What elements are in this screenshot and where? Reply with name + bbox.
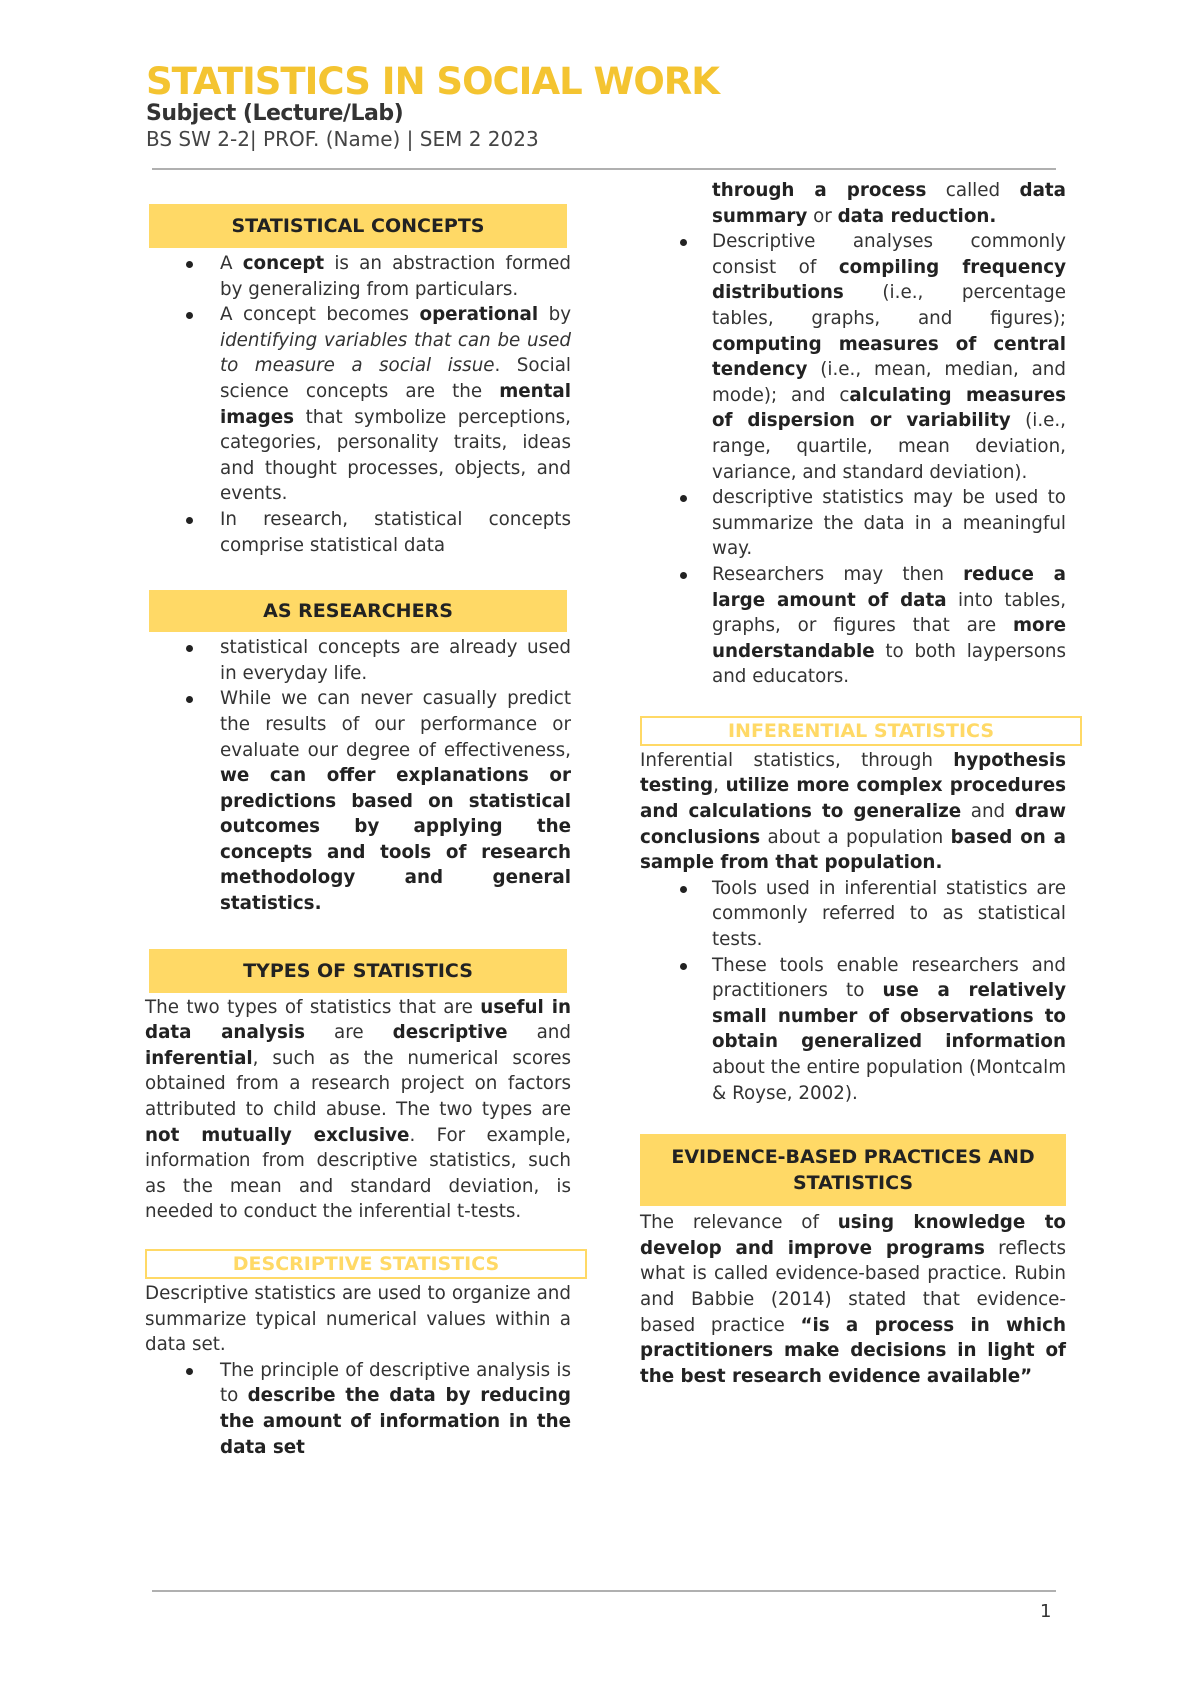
list-item: These tools enable researchers and practitioners to use a relatively small number of observations to obtain generalized information about the entire population (Montcalm & Royse, 2002).	[640, 953, 1066, 1107]
inferential-statistics-paragraph: Inferential statistics, through hypothesis testing, utilize more complex procedures and calculations to generalize and draw conclusions about a population based on a sample from that population.	[640, 749, 1067, 874]
as-researchers-list	[145, 635, 571, 917]
list-item: A concept becomes operational by identifying variables that can be used to measure a social issue. Social science concepts are the mental images that symbolize perceptions, categories, personality traits, ideas and thought processes, objects, and events.	[145, 302, 571, 507]
left-column	[145, 172, 571, 1460]
page-number: 1	[1040, 1601, 1052, 1622]
section-heading-types-of-statistics: TYPES OF STATISTICS	[149, 949, 567, 993]
document-title: STATISTICS IN SOCIAL WORK	[146, 60, 719, 103]
header-divider	[152, 168, 1056, 170]
evidence-based-paragraph: The relevance of using knowledge to develop and improve programs reflects what is called evidence-based practice. Rubin and Babbie (2014) stated that evidence-based practice “is a process in which practitioners make decisions in light of the best research evidence available”	[640, 1212, 1066, 1387]
document-subtitle: Subject (Lecture/Lab)	[146, 101, 404, 126]
document-meta: BS SW 2-2| PROF. (Name) | SEM 2 2023	[146, 127, 539, 151]
section-heading-inferential-statistics: INFERENTIAL STATISTICS	[640, 716, 1082, 746]
section-heading-evidence-based: EVIDENCE-BASED PRACTICES AND STATISTICS	[640, 1134, 1066, 1206]
list-item: A concept is an abstraction formed by generalizing from particulars.	[145, 251, 571, 302]
list-item: Tools used in inferential statistics are commonly referred to as statistical tests.	[640, 876, 1066, 953]
list-item-continued: through a process called data summary or data reduction.	[712, 180, 1066, 227]
section-heading-descriptive-statistics: DESCRIPTIVE STATISTICS	[145, 1249, 587, 1279]
types-of-statistics-paragraph: The two types of statistics that are useful in data analysis are descriptive and inferential, such as the numerical scores obtained from a research project on factors attributed to child abuse. The two types are not mutually exclusive. For example, information from descriptive statistics, such as the mean and standard deviation, is needed to conduct the inferential t-tests.	[145, 996, 572, 1223]
list-item: In research, statistical concepts comprise statistical data	[145, 507, 571, 558]
list-item: Researchers may then reduce a large amount of data into tables, graphs, or figures that are more understandable to both laypersons and educators.	[640, 562, 1066, 690]
section-heading-as-researchers: AS RESEARCHERS	[149, 590, 567, 632]
list-item: Descriptive analyses commonly consist of compiling frequency distributions (i.e., percentage tables, graphs, and figures); computing measures of central tendency (i.e., mean, median, and mode); and calculating measures of dispersion or variability (i.e., range, quartile, mean deviation, variance, and standard deviation).	[640, 229, 1066, 485]
descriptive-statistics-list-a	[145, 1358, 571, 1460]
list-item: descriptive statistics may be used to summarize the data in a meaningful way.	[640, 485, 1066, 562]
statistical-concepts-list	[145, 251, 571, 558]
footer-divider	[152, 1590, 1056, 1592]
list-item: The principle of descriptive analysis is to describe the data by reducing the amount of information in the data set	[145, 1358, 571, 1460]
descriptive-statistics-list-b	[640, 178, 1066, 690]
descriptive-statistics-paragraph: Descriptive statistics are used to organize and summarize typical numerical values within a data set.	[145, 1283, 571, 1356]
right-column	[640, 172, 1066, 1389]
list-item: While we can never casually predict the results of our performance or evaluate our degree of effectiveness, we can offer explanations or predictions based on statistical outcomes by applying the concepts and tools of research methodology and general statistics.	[145, 686, 571, 916]
inferential-statistics-list	[640, 876, 1066, 1106]
section-heading-statistical-concepts: STATISTICAL CONCEPTS	[149, 204, 567, 248]
list-item: statistical concepts are already used in everyday life.	[145, 635, 571, 686]
